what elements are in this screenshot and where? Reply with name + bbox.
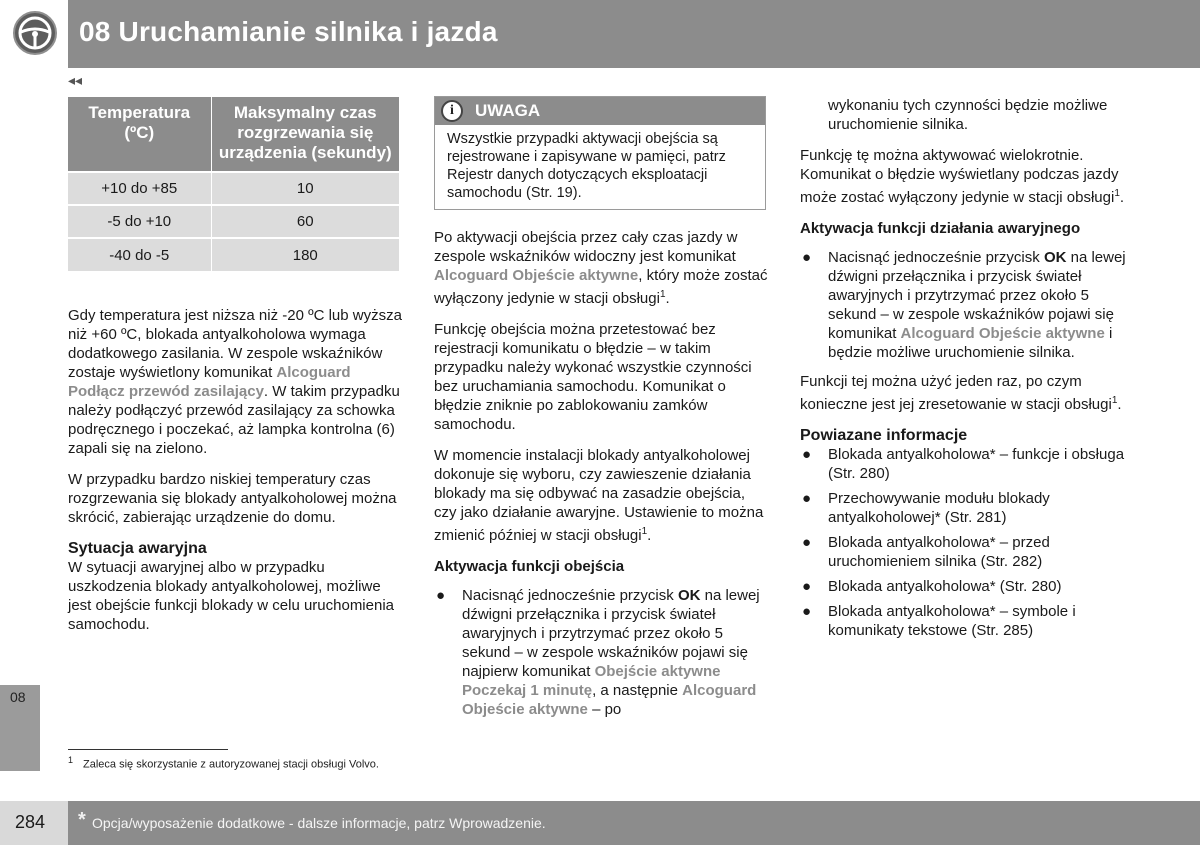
message-bypass-active: Alcoguard Objeście aktywne xyxy=(900,325,1105,342)
paragraph-continuation: wykonaniu tych czynności będzie możliwe uruchomienie silnika. xyxy=(828,97,1108,133)
related-link[interactable]: ● Przechowywanie modułu blokady antyalkoholowej* (Str. 281) xyxy=(802,490,1050,526)
footnote-ref: 1 xyxy=(1114,188,1120,199)
paragraph-bypass-message: Po aktywacji obejścia przez cały czas jazdy w zespole wskaźników widoczny jest komunikat Alcoguard Objeście aktywne, który może zostać wyłączony jedynie w stacji obsługi$^1$. xyxy=(434,229,768,307)
table-row xyxy=(68,172,399,205)
heading-bypass-activation: Aktywacja funkcji obejścia xyxy=(434,558,625,575)
column-middle xyxy=(434,228,769,729)
paragraph-single-use: Funkcji tej można użyć jeden raz, po czym konieczne jest jej zresetowanie w stacji obsługi$^1$. xyxy=(800,373,1122,413)
page-header xyxy=(0,0,1200,68)
table-cell: 180 xyxy=(211,238,399,271)
footnote-ref: 1 xyxy=(1111,395,1118,406)
page-number-box xyxy=(0,801,68,845)
list-item: ● Nacisnąć jednocześnie przycisk OK na lewej dźwigni przełącznika i przycisk świateł awaryjnych i przytrzymać przez około 5 sekund – w zespole wskaźników pojawi się komunikat Alcoguard Objeście aktywne i będzie możliwe uruchomienie silnika. xyxy=(802,249,1126,361)
table-row xyxy=(68,205,399,238)
bullet-dot: ● xyxy=(802,490,812,507)
paragraph-low-temp: Gdy temperatura jest niższa niż -20 ºC lub wyższa niż +60 ºC, blokada antyalkoholowa wymaga dodatkowego zasilania. W zespole wskaźników zostaje wyświetlony komunikat Alcoguard Podłącz przewód zasilający. W takim przypadku należy podłączyć przewód zasilający za schowka podręcznego i poczekać, aż lampka kontrolna (6) zapali się na zielono. xyxy=(68,307,402,457)
heading-emergency-activation: Aktywacja funkcji działania awaryjnego xyxy=(800,220,1081,237)
bullet-dot: ● xyxy=(436,587,446,604)
paragraph-installation-choice: W momencie instalacji blokady antyalkoholowej dokonuje się wyboru, czy zawieszenie działania blokady ma się odbywać na zasadzie obejścia, czy jako działanie awaryjne. Ustawienie to można zmienić później w stacji obsługi$^1$. xyxy=(434,447,764,544)
bullet-dot: ● xyxy=(802,446,812,463)
table-header-warmup-time: Maksymalny czas rozgrzewania się urządzenia (sekundy) xyxy=(211,97,399,172)
ok-button-ref: OK xyxy=(1043,249,1067,266)
table-row xyxy=(68,238,399,271)
table-header-temperature: Temperatura (ºC) xyxy=(68,97,211,172)
footnote-marker: 1 xyxy=(68,755,74,765)
bullet-dot: ● xyxy=(802,534,812,551)
footnote: $^1$ Zaleca się skorzystanie z autoryzowanej stacji obsługi Volvo. xyxy=(68,755,379,771)
paragraph-multiple-activation: Funkcję tę można aktywować wielokrotnie. Komunikat o błędzie wyświetlany podczas jazdy może zostać wyłączony jedynie w stacji obsługi$^1$. xyxy=(800,147,1125,206)
heading-emergency: Sytuacja awaryjna xyxy=(68,540,207,557)
column-left xyxy=(68,306,402,646)
related-link[interactable]: ● Blokada antyalkoholowa* – przed uruchomieniem silnika (Str. 282) xyxy=(802,534,1050,570)
related-link[interactable]: ● Blokada antyalkoholowa* – symbole i komunikaty tekstowe (Str. 285) xyxy=(802,603,1076,639)
warmup-time-table xyxy=(68,97,399,271)
message-connect-power: Alcoguard Podłącz przewód zasilający xyxy=(68,364,351,400)
ok-button-ref: OK xyxy=(677,587,701,604)
bullet-dot: ● xyxy=(802,578,812,595)
related-link[interactable]: ● Blokada antyalkoholowa* – funkcje i obsługa (Str. 280) xyxy=(802,446,1125,482)
bullet-dot: ● xyxy=(802,249,812,266)
table-cell: -40 do -5 xyxy=(68,238,211,271)
message-bypass-active: Alcoguard Objeście aktywne xyxy=(462,682,757,718)
page-number: 284 xyxy=(15,812,46,832)
note-box xyxy=(434,96,766,210)
asterisk-icon: * xyxy=(78,809,86,831)
page-title: 08 Uruchamianie silnika i jazda xyxy=(79,16,498,47)
table-cell: 60 xyxy=(211,205,399,238)
column-right xyxy=(800,96,1135,646)
paragraph-emergency: W sytuacji awaryjnej albo w przypadku uszkodzenia blokady antyalkoholowej, możliwe jest obejście funkcji blokady w celu uruchomienia samochodu. xyxy=(68,559,395,633)
heading-related-info: Powiazane informacje xyxy=(800,427,968,444)
message-bypass-active: Alcoguard Objeście aktywne xyxy=(434,267,639,284)
chapter-icon-box xyxy=(0,0,68,68)
steering-wheel-icon xyxy=(13,11,57,55)
bullet-dot: ● xyxy=(802,603,812,620)
note-box-title: UWAGA xyxy=(475,101,541,120)
list-item: ● Nacisnąć jednocześnie przycisk OK na lewej dźwigni przełącznika i przycisk świateł awaryjnych i przytrzymać przez około 5 sekund – w zespole wskaźników pojawi się najpierw komunikat Obejście aktywne Poczekaj 1 minutę, a następnie Alcoguard Objeście aktywne – po xyxy=(436,587,760,718)
note-box-body: Wszystkie przypadki aktywacji obejścia są rejestrowane i zapisywane w pamięci, patrz Rejestr danych dotyczących eksploatacji samochodu (Str. 19). xyxy=(447,131,726,201)
page-footer xyxy=(0,801,1200,845)
related-link[interactable]: ● Blokada antyalkoholowa* (Str. 280) xyxy=(802,578,1062,595)
footnote-ref: 1 xyxy=(641,526,648,537)
info-icon: i xyxy=(441,100,463,122)
back-arrows-icon[interactable]: ◂◂ xyxy=(68,72,83,88)
message-bypass-wait: Obejście aktywne Poczekaj 1 minutę xyxy=(462,663,721,699)
chapter-tab[interactable]: 08 xyxy=(10,689,26,705)
table-cell: +10 do +85 xyxy=(68,172,211,205)
paragraph-very-low-temp: W przypadku bardzo niskiej temperatury czas rozgrzewania się blokady antyalkoholowej można skrócić, zabierając urządzenie do domu. xyxy=(68,471,397,526)
table-cell: -5 do +10 xyxy=(68,205,211,238)
footnote-ref: 1 xyxy=(659,289,666,300)
table-cell: 10 xyxy=(211,172,399,205)
note-box-header xyxy=(435,97,765,125)
paragraph-bypass-test: Funkcję obejścia można przetestować bez rejestracji komunikatu o błędzie – w takim przypadku należy wykonać wszystkie czynności bez uruchamiania samochodu. Komunikat o błędzie zniknie po zablokowaniu zamków samochodu. xyxy=(434,321,752,433)
footnote-divider xyxy=(68,749,228,750)
footer-note: Opcja/wyposażenie dodatkowe - dalsze informacje, patrz Wprowadzenie. xyxy=(92,815,546,831)
